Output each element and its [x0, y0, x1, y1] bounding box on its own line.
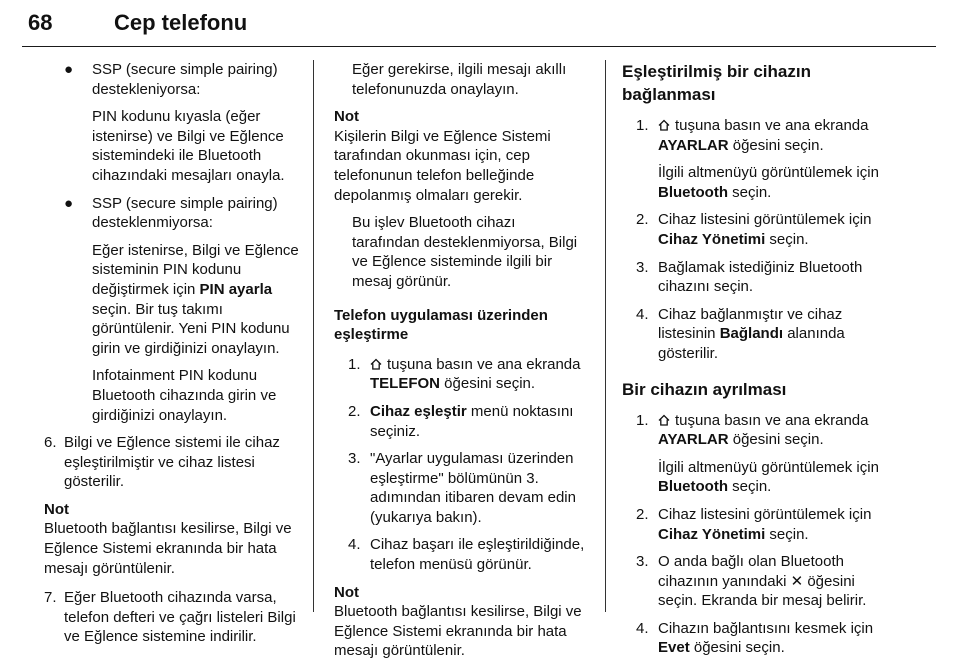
list-text: "Ayarlar uygulaması üzerinden eşleştirme" bölümünün 3. adımından itibaren devam edin (yukarıya bakın). [370, 450, 576, 526]
section-heading: Eşleştirilmiş bir cihazın bağlanması [622, 62, 811, 104]
ui-term-ayarlar: AYARLAR [658, 431, 729, 449]
list-number: 3. [636, 258, 649, 276]
text-run: seçin. [765, 230, 809, 248]
column-left [44, 60, 306, 655]
text-run: O anda bağlı olan Bluetooth cihazının yanındaki [658, 553, 844, 590]
note-block [334, 583, 586, 661]
text-run: seçin. [765, 525, 809, 543]
list-subtext [658, 458, 898, 497]
text-run: öğesini seçin. Ekranda bir mesaj belirir. [658, 572, 867, 610]
list-text [370, 355, 586, 394]
note-title: Not [44, 500, 69, 518]
text-run: Cihaz listesini görüntülemek için [658, 211, 872, 229]
list-item-1 [334, 355, 586, 394]
list-text [658, 619, 898, 658]
list-number: 4. [636, 305, 649, 323]
list-subtext [658, 163, 898, 202]
text-run: tuşuna basın ve ana ekranda [675, 117, 869, 134]
list-item-6 [44, 433, 306, 492]
bullet-ssp-supported [44, 60, 306, 186]
ui-term-cihaz-eslestir: Cihaz eşleştir [370, 402, 467, 420]
text-run: seçin. [727, 183, 772, 201]
text-run: öğesini seçin. [728, 136, 824, 154]
ui-term-ayarlar: AYARLAR [658, 136, 729, 154]
list-number: 4. [636, 619, 649, 637]
note-title: Not [334, 108, 359, 126]
column-divider [313, 60, 314, 612]
ui-term-bluetooth: Bluetooth [658, 478, 728, 496]
text-run: öğesini seçin. [689, 639, 785, 657]
column-divider [605, 60, 606, 612]
list-text [658, 411, 898, 450]
text-run: İlgili altmenüyü görüntülemek için [658, 458, 879, 476]
bullet-text: SSP (secure simple pairing) destekleniyorsa: [92, 61, 278, 98]
list-item-2 [334, 402, 586, 441]
bullet-text: SSP (secure simple pairing) desteklenmiyorsa: [92, 194, 278, 232]
text-run: seçin. [727, 478, 772, 496]
list-number: 2. [636, 505, 649, 523]
section-heading: Telefon uygulaması üzerinden eşleştirme [334, 306, 548, 344]
text-run: İlgili altmenüyü görüntülemek için [658, 164, 879, 182]
list-item-1 [622, 116, 898, 202]
list-text: Bağlamak istediğiniz Bluetooth cihazını seçin. [658, 258, 863, 296]
text-run: öğesini seçin. [440, 375, 536, 393]
list-text [658, 210, 898, 249]
column-middle [334, 60, 586, 661]
list-item-4 [334, 535, 586, 574]
list-item-4 [622, 619, 898, 658]
text-run: tuşuna basın ve ana ekranda [387, 355, 581, 373]
ui-term-evet: Evet [658, 639, 690, 657]
list-text: Cihaz başarı ile eşleştirildiğinde, telefon menüsü görünür. [370, 536, 585, 574]
list-item-2 [622, 505, 898, 544]
page-number: 68 [28, 10, 53, 35]
list-number: 1. [348, 355, 361, 373]
note-text: Bluetooth bağlantısı kesilirse, Bilgi ve Eğlence Sistemi ekranında bir hata mesajı görüntülenir. [44, 520, 292, 577]
page-header [22, 6, 936, 47]
list-number: 1. [636, 411, 649, 429]
note-title: Not [334, 583, 359, 601]
bullet-ssp-not-supported [44, 194, 306, 426]
bullet-subtext: Infotainment PIN kodunu Bluetooth cihazında girin ve girdiğinizi onaylayın. [92, 367, 277, 424]
ui-term-bluetooth: Bluetooth [658, 183, 728, 201]
note-subtext: Bu işlev Bluetooth cihazı tarafından desteklenmiyorsa, Bilgi ve Eğlence sisteminde ilgili bir mesaj görünür. [352, 214, 578, 290]
text-run: alanında gösterilir. [658, 325, 845, 362]
list-number: 1. [636, 117, 649, 134]
text-run: menü noktasını seçiniz. [370, 402, 574, 440]
home-icon [658, 119, 670, 131]
ui-term-pin-ayarla: PIN ayarla [199, 280, 273, 298]
list-text [658, 116, 898, 155]
note-text: Bluetooth bağlantısı kesilirse, Bilgi ve Eğlence Sistemi ekranında bir hata mesajı görüntülenir. [334, 603, 582, 660]
list-number: 7. [44, 589, 57, 607]
text-run: tuşuna basın ve ana ekranda [675, 411, 869, 429]
list-number: 2. [348, 402, 361, 420]
list-text [658, 505, 898, 544]
list-text [658, 305, 898, 364]
home-icon [658, 414, 670, 426]
bullet-subtext: PIN kodunu kıyasla (eğer istenirse) ve Bilgi ve Eğlence sistemindeki ile Bluetooth cihazındaki mesajları onayla. [92, 108, 285, 184]
list-item-3 [622, 258, 898, 297]
list-item-3 [622, 552, 898, 611]
bullet-subtext [92, 241, 306, 359]
text-run: Cihaz listesini görüntülemek için [658, 505, 872, 523]
list-text: Eğer Bluetooth cihazında varsa, telefon defteri ve çağrı listeleri Bilgi ve Eğlence sistemine indirilir. [64, 589, 296, 646]
ui-term-telefon: TELEFON [370, 375, 440, 393]
list-number: 6. [44, 434, 57, 452]
text-run: Cihazın bağlantısını kesmek için [658, 619, 874, 637]
note-block [334, 107, 586, 205]
text-run: Cihaz bağlanmıştır ve cihaz listesinin [658, 305, 843, 343]
page-title: Cep telefonu [114, 10, 248, 35]
ui-term-cihaz-yonetimi: Cihaz Yönetimi [658, 525, 766, 543]
bullet-dot: ● [64, 61, 74, 78]
text-run: Eğer istenirse, Bilgi ve Eğlence sisteminin PIN kodunu değiştirmek için [92, 241, 299, 298]
column-right [622, 60, 898, 666]
note-block [44, 500, 306, 578]
close-icon: ✕ [790, 572, 804, 590]
list-item-4 [622, 305, 898, 364]
note-text: Kişilerin Bilgi ve Eğlence Sistemi tarafından okunması için, cep telefonunun telefon belleğinde depolanmış olmaları gerekir. [334, 127, 551, 204]
section-heading: Bir cihazın ayrılması [622, 379, 787, 399]
list-number: 3. [636, 553, 649, 571]
home-icon [370, 358, 382, 370]
text-run: seçin. Bir tuş takımı görüntülenir. Yeni PIN kodunu girin ve girdiğinizi onaylayın. [92, 300, 290, 357]
list-item-2 [622, 210, 898, 249]
list-number: 3. [348, 450, 361, 468]
list-text [658, 552, 898, 611]
list-item-1 [622, 411, 898, 497]
list-text: Bilgi ve Eğlence sistemi ile cihaz eşleştirilmiştir ve cihaz listesi gösterilir. [64, 434, 280, 491]
list-number: 2. [636, 211, 649, 229]
ui-term-cihaz-yonetimi: Cihaz Yönetimi [658, 230, 766, 248]
text-run: öğesini seçin. [728, 431, 824, 449]
list-item-7 [44, 588, 306, 647]
list-number: 4. [348, 536, 361, 554]
bullet-dot: ● [64, 194, 74, 212]
continued-text: Eğer gerekirse, ilgili mesajı akıllı telefonunuzda onaylayın. [352, 61, 567, 98]
list-text [370, 402, 586, 441]
ui-term-baglandi: Bağlandı [719, 325, 784, 343]
list-item-3 [334, 449, 586, 527]
